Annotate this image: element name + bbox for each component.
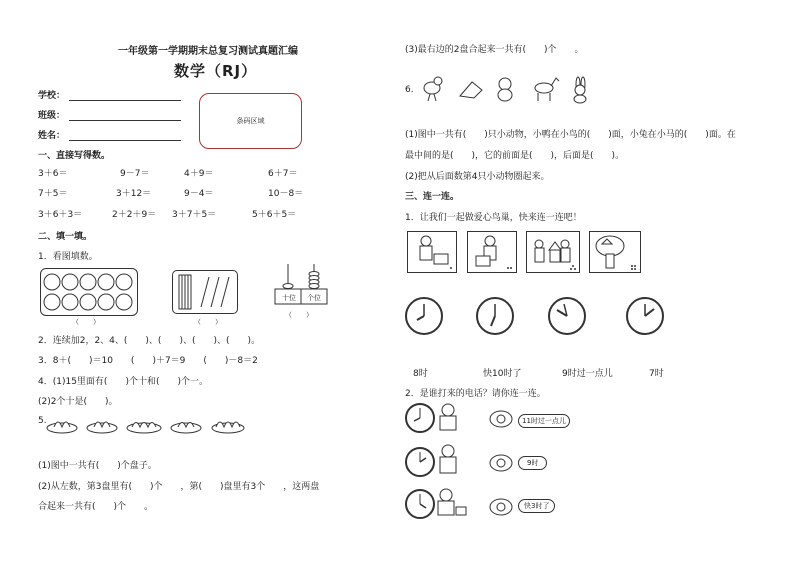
telephone-icon [487, 405, 515, 429]
clock-face[interactable] [405, 489, 435, 519]
school-field[interactable] [38, 88, 181, 101]
clock-face[interactable] [548, 297, 586, 335]
calc-item[interactable]: 3＋7＋5＝ [172, 210, 217, 220]
q5b-text: (2)从左数，第3盘里有( )个 ，第( )盘里有3个 ，这两盘 [38, 482, 320, 492]
calc-item[interactable]: 9－7＝ [120, 169, 150, 179]
person-on-phone-icon [434, 402, 462, 432]
q5a-text: (1)图中一共有( )个盘子。 [38, 461, 157, 471]
clock-face[interactable] [476, 297, 514, 335]
sticks-icon [173, 271, 237, 313]
sticks-picture [172, 270, 238, 314]
q1-text: 1．看图填数。 [38, 252, 98, 262]
q6-number: 6. [405, 85, 414, 95]
time-label[interactable]: 快10时了 [483, 369, 522, 379]
plates-picture [46, 410, 246, 436]
time-label[interactable]: 9时过一点儿 [562, 369, 613, 379]
person-on-phone-icon [434, 443, 462, 475]
person-painting-icon [468, 232, 516, 272]
telephone-icon [487, 493, 515, 517]
abacus-picture [274, 262, 330, 310]
q6b-text: 最中间的是( )，它的前面是( )，后面是( )。 [405, 151, 625, 161]
clock-face[interactable] [405, 447, 435, 477]
calc-item[interactable]: 4＋9＝ [184, 169, 214, 179]
scene-picture[interactable] [526, 231, 580, 273]
phone-picture[interactable] [487, 493, 515, 520]
person-on-phone-icon [434, 487, 468, 517]
time-label[interactable]: 8时 [413, 369, 428, 379]
calc-item[interactable]: 6＋7＝ [268, 169, 298, 179]
q2-text: 2．连续加2，2、4、( )、( )、( )、( )。 [38, 336, 260, 346]
clock-icon [407, 449, 433, 475]
barcode-label: 条码区域 [236, 117, 265, 125]
calc-item[interactable]: 5＋6＋5＝ [252, 210, 297, 220]
caller-picture[interactable] [434, 443, 462, 478]
answer-blank[interactable]: （ ） [285, 311, 313, 319]
q5c-text: 合起来一共有( )个 。 [38, 502, 154, 512]
time-label[interactable]: 7时 [649, 369, 664, 379]
ones-label: 个位 [307, 294, 321, 302]
barcode-area [199, 93, 302, 149]
s3q1-text: 1．让我们一起做爱心鸟巢，快来连一连吧！ [405, 213, 582, 223]
page-subtitle: 数学（RJ） [174, 62, 258, 80]
section3-heading: 三、连一连。 [405, 192, 460, 202]
tree-birdhouse-icon [590, 232, 640, 272]
phone-picture[interactable] [487, 405, 515, 432]
animals-picture [420, 74, 600, 104]
animals-icon [420, 74, 600, 104]
melons-picture [40, 268, 138, 316]
clock-icon [550, 299, 584, 333]
q6a-text: (1)图中一共有( )只小动物，小鸭在小鸟的( )面，小兔在小马的( )面。在 [405, 130, 736, 140]
q4b-text: (2)2个十是( )。 [38, 397, 118, 407]
q5-number: 5. [38, 416, 47, 426]
clock-face[interactable] [405, 403, 435, 433]
clock-icon [628, 299, 662, 333]
time-bubble[interactable]: 快3时了 [518, 499, 555, 513]
scene-picture[interactable] [407, 231, 457, 273]
section2-heading: 二、填一填。 [38, 232, 93, 242]
name-field[interactable] [38, 128, 181, 141]
q4a-text: 4．(1)15里面有( )个十和( )个一。 [38, 377, 208, 387]
scene-picture[interactable] [589, 231, 641, 273]
name-label: 姓名： [38, 131, 66, 141]
time-bubble[interactable]: 11时过一点儿 [518, 414, 570, 428]
phone-picture[interactable] [487, 449, 515, 476]
s3q2-text: 2．是谁打来的电话？请你连一连。 [405, 389, 546, 399]
clock-icon [407, 299, 441, 333]
answer-blank[interactable]: （ ） [72, 318, 100, 326]
clock-icon [407, 491, 433, 517]
calc-item[interactable]: 2＋2＋9＝ [112, 210, 157, 220]
caller-picture[interactable] [434, 402, 462, 435]
class-field[interactable] [38, 108, 181, 121]
melons-icon [41, 269, 137, 315]
caller-picture[interactable] [434, 487, 468, 520]
section1-heading: 一、直接写得数。 [38, 151, 111, 161]
telephone-icon [487, 449, 515, 473]
clock-icon [407, 405, 433, 431]
q3-text: 3．8＋( )＝10 ( )＋7＝9 ( )－8＝2 [38, 356, 258, 366]
calc-item[interactable]: 7＋5＝ [38, 189, 68, 199]
calc-item[interactable]: 3＋6＋3＝ [38, 210, 83, 220]
class-label: 班级： [38, 111, 66, 121]
school-label: 学校： [38, 91, 66, 101]
q5d-text: (3)最右边的2盘合起来一共有( )个 。 [405, 45, 584, 55]
answer-blank[interactable]: （ ） [194, 318, 222, 326]
clock-icon [478, 299, 512, 333]
tens-label: 十位 [282, 294, 296, 302]
two-people-birdhouse-icon [527, 232, 579, 272]
scene-picture[interactable] [467, 231, 517, 273]
dumpling-plates-icon [46, 410, 246, 436]
person-building-icon [408, 232, 456, 272]
clock-face[interactable] [626, 297, 664, 335]
clock-face[interactable] [405, 297, 443, 335]
time-bubble[interactable]: 9时 [518, 456, 547, 470]
calc-item[interactable]: 3＋12＝ [116, 189, 152, 199]
page-title: 一年级第一学期期末总复习测试真题汇编 [118, 46, 298, 57]
q6c-text: (2)把从后面数第4只小动物圈起来。 [405, 172, 550, 182]
calc-item[interactable]: 3＋6＝ [38, 169, 68, 179]
calc-item[interactable]: 9－4＝ [184, 189, 214, 199]
calc-item[interactable]: 10－8＝ [268, 189, 304, 199]
